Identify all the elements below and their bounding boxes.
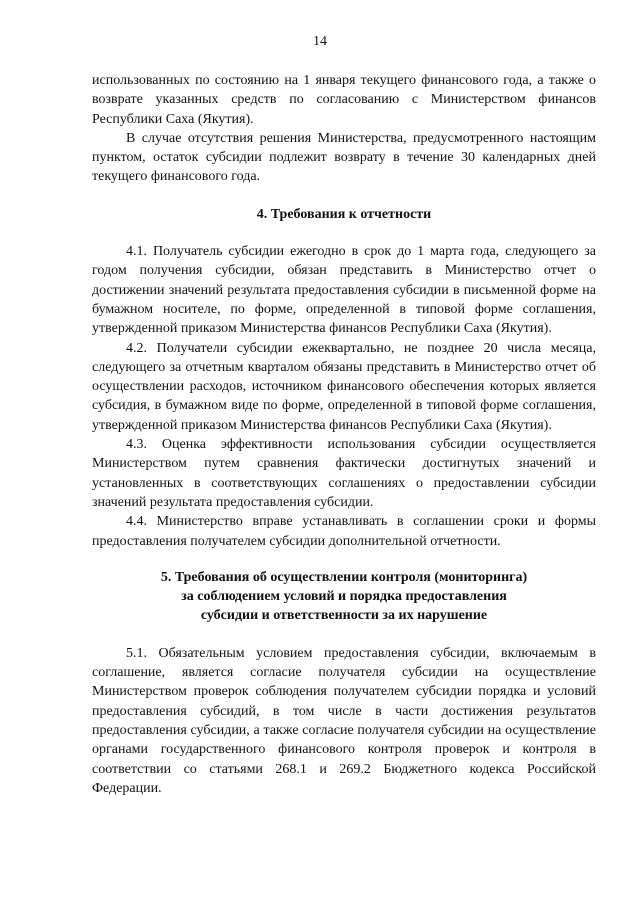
section-4-heading: 4. Требования к отчетности — [256, 206, 432, 222]
section-5-heading-line-3: субсидии и ответственности за их нарушение — [200, 608, 488, 624]
paragraph-4-3: 4.3. Оценка эффективности использования субсидии осуществляется Министерством путем сравнения фактически достигнутых значений и установленных в соответствующих соглашениях о предоставлении субсидии значений результата предоставления субсидии. — [92, 437, 596, 510]
page-number: 14 — [313, 34, 327, 49]
document-body — [92, 71, 596, 798]
section-5-heading — [92, 568, 596, 626]
paragraph-4-1: 4.1. Получатель субсидии ежегодно в срок до 1 марта года, следующего за годом получения субсидии, обязан представить в Министерство отчет о достижении значений результата предоставления субсидии в письменной форме на бумажном носителе, по форме, определенной в типовой форме соглашения, утвержденной приказом Министерства финансов Республики Саха (Якутия). — [92, 244, 596, 337]
section-5-heading-line-1: 5. Требования об осуществлении контроля (мониторинга) — [160, 569, 528, 585]
section-5-heading-line-2: за соблюдением условий и порядка предоставления — [181, 589, 507, 605]
paragraph-4-2: 4.2. Получатели субсидии ежеквартально, не позднее 20 числа месяца, следующего за отчетным кварталом обязаны представить в Министерство отчет об осуществлении расходов, источником финансового обеспечения которых является субсидия, в бумажном виде по форме, определенной в типовой форме соглашения, утвержденной приказом Министерства финансов Республики Саха (Якутия). — [92, 340, 596, 433]
paragraph-5-1: 5.1. Обязательным условием предоставления субсидии, включаемым в соглашение, является согласие получателя субсидии на осуществление Министерством проверок соблюдения получателем субсидии порядка и условий предоставления субсидий, в том числе в части достижения результатов предоставления субсидии, а также согласие получателя субсидии на осуществление органами государственного финансового контроля проверок и контроля в соответствии со статьями 268.1 и 269.2 Бюджетного кодекса Российской Федерации. — [92, 645, 596, 796]
paragraph-no-decision: В случае отсутствия решения Министерства, предусмотренного настоящим пунктом, остаток субсидии подлежит возврату в течение 30 календарных дней текущего финансового года. — [92, 130, 596, 185]
paragraph-continuation: использованных по состоянию на 1 января текущего финансового года, а также о возврате указанных средств по согласованию с Министерством финансов Республики Саха (Якутия). — [92, 73, 596, 127]
paragraph-4-4: 4.4. Министерство вправе устанавливать в соглашении сроки и формы предоставления получателем субсидии дополнительной отчетности. — [92, 514, 596, 549]
